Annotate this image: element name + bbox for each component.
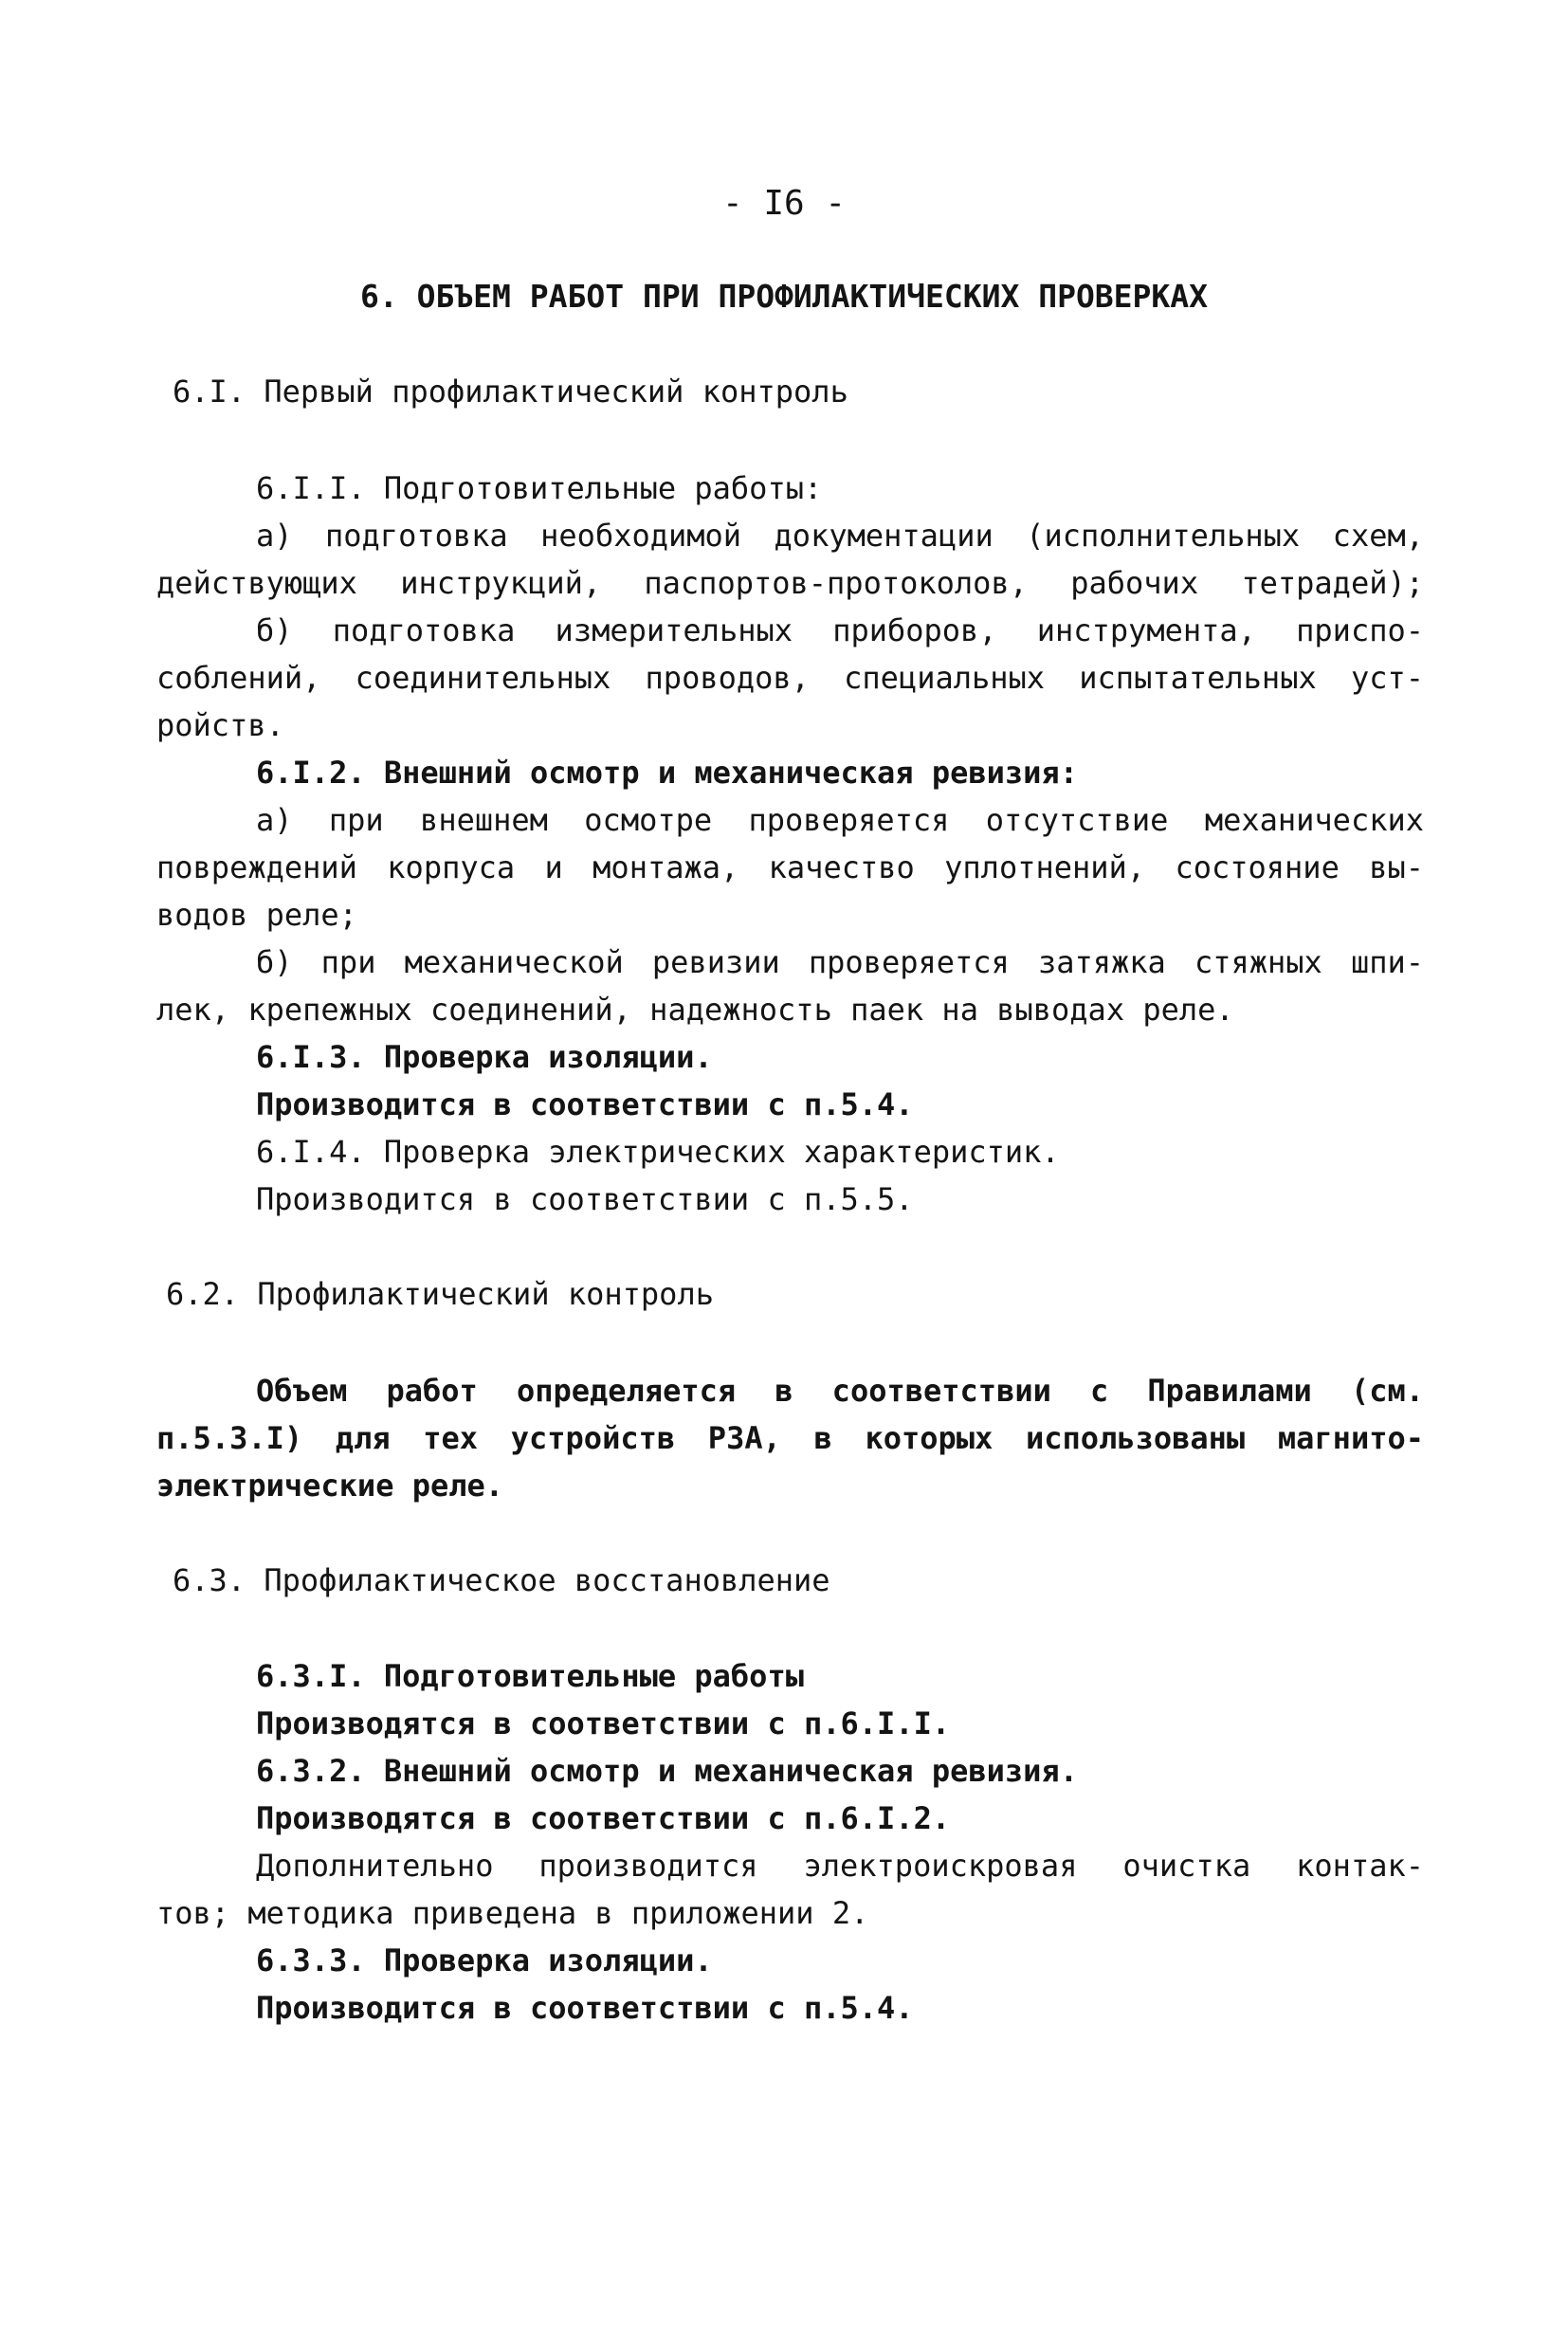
subsection-heading-6-1: 6.I. Первый профилактический контроль [173,374,848,410]
paragraph-6-1-2-a-line-1: а) при внешнем осмотре проверяется отсутствие механических [256,802,1424,838]
paragraph-6-3-2-text: Производятся в соответствии с п.6.I.2. [256,1800,951,1836]
paragraph-6-1-1-title: 6.I.I. Подготовительные работы: [256,470,823,506]
paragraph-6-3-2-extra-line-2: тов; методика приведена в приложении 2. [156,1895,869,1931]
paragraph-6-3-3-title: 6.3.3. Проверка изоляции. [256,1942,713,1978]
paragraph-6-1-3-title: 6.I.3. Проверка изоляции. [256,1039,713,1075]
section-title: 6. ОБЪЕМ РАБОТ ПРИ ПРОФИЛАКТИЧЕСКИХ ПРОВЕРКАХ [359,278,1209,315]
paragraph-6-3-3-text: Производится в соответствии с п.5.4. [256,1990,914,2026]
paragraph-6-1-1-a-line-2: действующих инструкций, паспортов-протоколов, рабочих тетрадей); [156,565,1424,601]
paragraph-6-1-1-b-line-2: соблений, соединительных проводов, специальных испытательных уст- [156,660,1424,696]
paragraph-6-1-2-title: 6.I.2. Внешний осмотр и механическая ревизия: [256,755,1078,791]
paragraph-6-3-1-title: 6.3.I. Подготовительные работы [256,1658,804,1694]
paragraph-6-2-line-1: Объем работ определяется в соответствии с Правилами (см. [256,1373,1424,1409]
paragraph-6-3-2-title: 6.3.2. Внешний осмотр и механическая ревизия. [256,1753,1078,1789]
paragraph-6-1-4-text: Производится в соответствии с п.5.5. [256,1181,914,1217]
paragraph-6-1-1-b-line-3: ройств. [156,707,284,743]
page-number: - I6 - [721,184,847,223]
paragraph-6-1-1-b-line-1: б) подготовка измерительных приборов, инструмента, приспо- [256,612,1424,648]
paragraph-6-1-2-b-line-1: б) при механической ревизии проверяется затяжка стяжных шпи- [256,944,1424,980]
paragraph-6-2-line-3: электрические реле. [156,1468,504,1504]
paragraph-6-1-2-b-line-2: лек, крепежных соединений, надежность паек на выводах реле. [156,992,1234,1028]
subsection-heading-6-3: 6.3. Профилактическое восстановление [173,1562,830,1598]
paragraph-6-1-2-a-line-2: повреждений корпуса и монтажа, качество уплотнений, состояние вы- [156,849,1424,885]
paragraph-6-1-4-title: 6.I.4. Проверка электрических характеристик. [256,1134,1060,1170]
paragraph-6-3-1-text: Производятся в соответствии с п.6.I.I. [256,1705,951,1741]
paragraph-6-1-1-a-line-1: а) подготовка необходимой документации (исполнительных схем, [256,518,1424,554]
paragraph-6-2-line-2: п.5.3.I) для тех устройств РЗА, в которых использованы магнито- [156,1420,1424,1456]
paragraph-6-1-3-text: Производится в соответствии с п.5.4. [256,1086,914,1122]
paragraph-6-3-2-extra-line-1: Дополнительно производится электроискровая очистка контак- [256,1848,1424,1884]
subsection-heading-6-2: 6.2. Профилактический контроль [166,1276,714,1312]
paragraph-6-1-2-a-line-3: водов реле; [156,897,357,933]
